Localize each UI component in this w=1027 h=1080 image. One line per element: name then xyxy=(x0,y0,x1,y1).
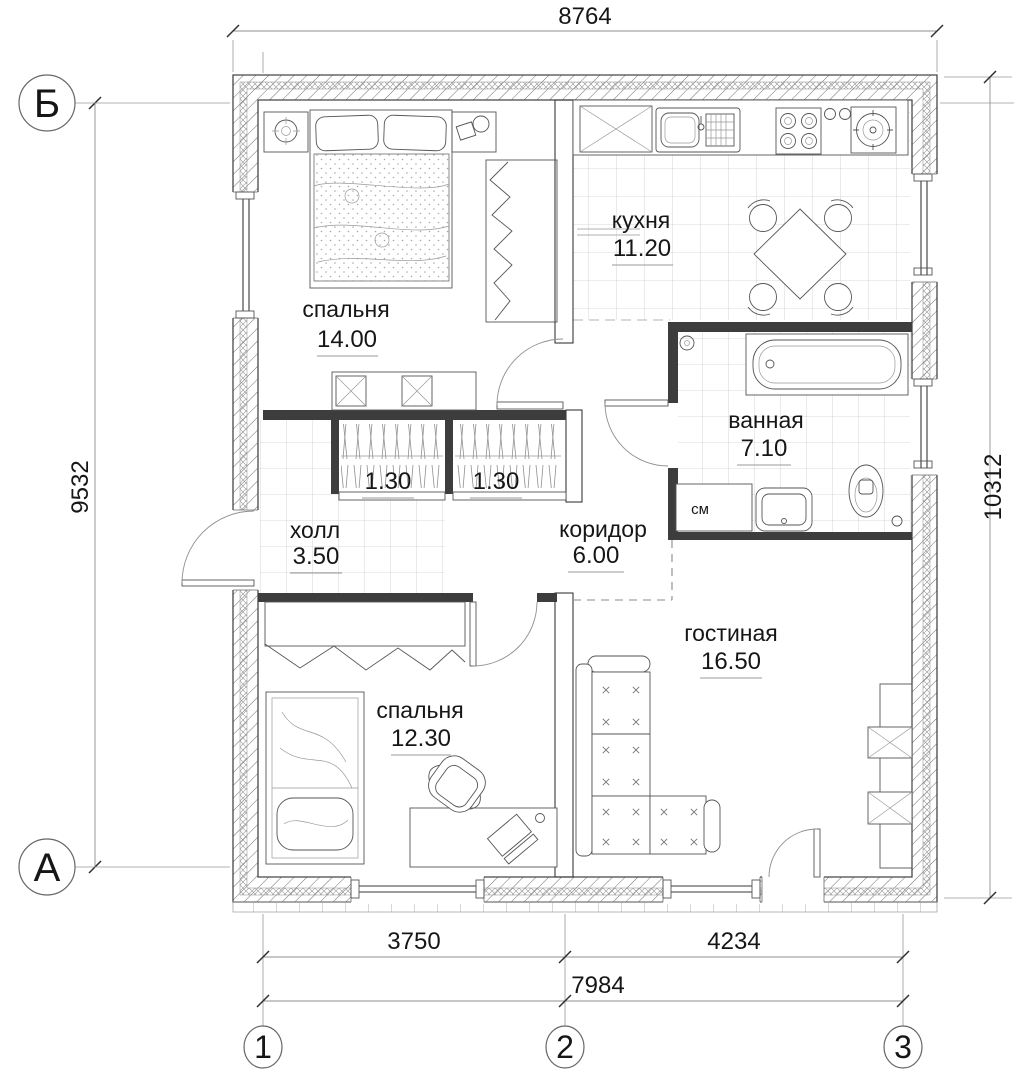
nightstand-right xyxy=(452,112,496,152)
desk xyxy=(410,808,557,867)
axis-label-B: Б xyxy=(33,82,61,126)
window-living xyxy=(663,875,760,904)
window-kitchen xyxy=(910,174,939,282)
wardrobe-bedroom2 xyxy=(265,602,465,670)
room-name: спальня xyxy=(302,296,390,322)
room-bedroom-2 xyxy=(376,697,463,755)
corner-sofa xyxy=(576,656,720,856)
window-bathroom xyxy=(910,379,939,475)
pillow xyxy=(315,115,378,151)
nightstand-left xyxy=(264,112,308,152)
wall-closet1-west xyxy=(331,420,339,494)
axis-label-3: 3 xyxy=(894,1029,912,1065)
dim-right-value: 10312 xyxy=(980,453,1007,521)
wall-bathroom-north xyxy=(668,322,912,332)
toilet xyxy=(849,465,883,517)
single-bed xyxy=(266,692,364,864)
pillow xyxy=(383,115,446,151)
dimension-left xyxy=(67,97,101,873)
room-name: ванная xyxy=(728,407,804,433)
bathtub xyxy=(746,334,908,395)
axis-label-A: А xyxy=(33,846,61,890)
wall-bedroom1-south xyxy=(263,410,566,420)
room-name: кухня xyxy=(611,207,671,233)
window-bedroom2 xyxy=(351,875,484,904)
room-area: 12.30 xyxy=(390,725,452,752)
dim-bottom-right-value: 4234 xyxy=(707,928,761,955)
room-area: 16.50 xyxy=(700,648,762,675)
wall-bedroom1-kitchen xyxy=(555,100,573,343)
foundation-course xyxy=(233,902,937,912)
dim-left-value: 9532 xyxy=(67,460,94,514)
room-area: 11.20 xyxy=(612,235,672,262)
living-terrace-door xyxy=(769,829,820,877)
kitchen-counter xyxy=(573,100,908,155)
dimension-bottom xyxy=(257,914,909,1026)
opening-entrance xyxy=(231,510,260,590)
closet-area: 1.30 xyxy=(364,468,412,495)
wall-hall-south xyxy=(258,593,473,602)
dim-bottom-left-value: 3750 xyxy=(387,928,441,955)
room-kitchen xyxy=(612,207,673,265)
window-bedroom1 xyxy=(231,192,260,318)
axis-label-2: 2 xyxy=(556,1029,574,1065)
bathroom-door xyxy=(605,400,668,466)
closet-area: 1.30 xyxy=(472,468,520,495)
double-bed xyxy=(310,110,452,288)
wall-bedroom2-living xyxy=(555,593,573,877)
dim-top-value: 8764 xyxy=(558,3,612,30)
tv-unit xyxy=(868,684,912,868)
room-area: 14.00 xyxy=(316,326,378,353)
dimension-top xyxy=(227,3,943,73)
bedroom1-furniture xyxy=(264,110,557,410)
bathroom-sink xyxy=(756,488,812,531)
room-area: 3.50 xyxy=(292,543,340,570)
axis-label-1: 1 xyxy=(254,1029,272,1065)
living-furniture xyxy=(576,656,912,868)
room-name: гостиная xyxy=(684,620,778,646)
washing-machine-label: см xyxy=(691,501,709,518)
room-name: спальня xyxy=(376,697,464,723)
room-living xyxy=(684,620,778,678)
wall-stub-bedroom2-door xyxy=(537,593,557,602)
room-area: 7.10 xyxy=(740,435,788,462)
room-name: коридор xyxy=(559,516,647,542)
wall-closet-pier xyxy=(566,410,582,502)
room-corridor xyxy=(559,516,647,572)
washing-machine-counter xyxy=(676,484,752,531)
blanket xyxy=(314,154,449,281)
bedroom1-door xyxy=(497,339,563,409)
opening-living-door xyxy=(762,875,824,904)
wall-closet-divider xyxy=(445,420,453,494)
room-name: холл xyxy=(289,517,341,543)
wardrobe-bedroom1 xyxy=(486,160,557,322)
wall-bathroom-south xyxy=(668,532,912,540)
bedroom2-door xyxy=(470,602,537,666)
room-bedroom-1 xyxy=(302,296,389,356)
dimension-right xyxy=(940,71,1014,904)
dresser xyxy=(332,372,476,410)
room-area: 6.00 xyxy=(572,542,620,569)
wall-bathroom-west-upper xyxy=(668,332,678,403)
dim-bottom-total-value: 7984 xyxy=(571,972,625,999)
room-hall xyxy=(290,517,342,573)
